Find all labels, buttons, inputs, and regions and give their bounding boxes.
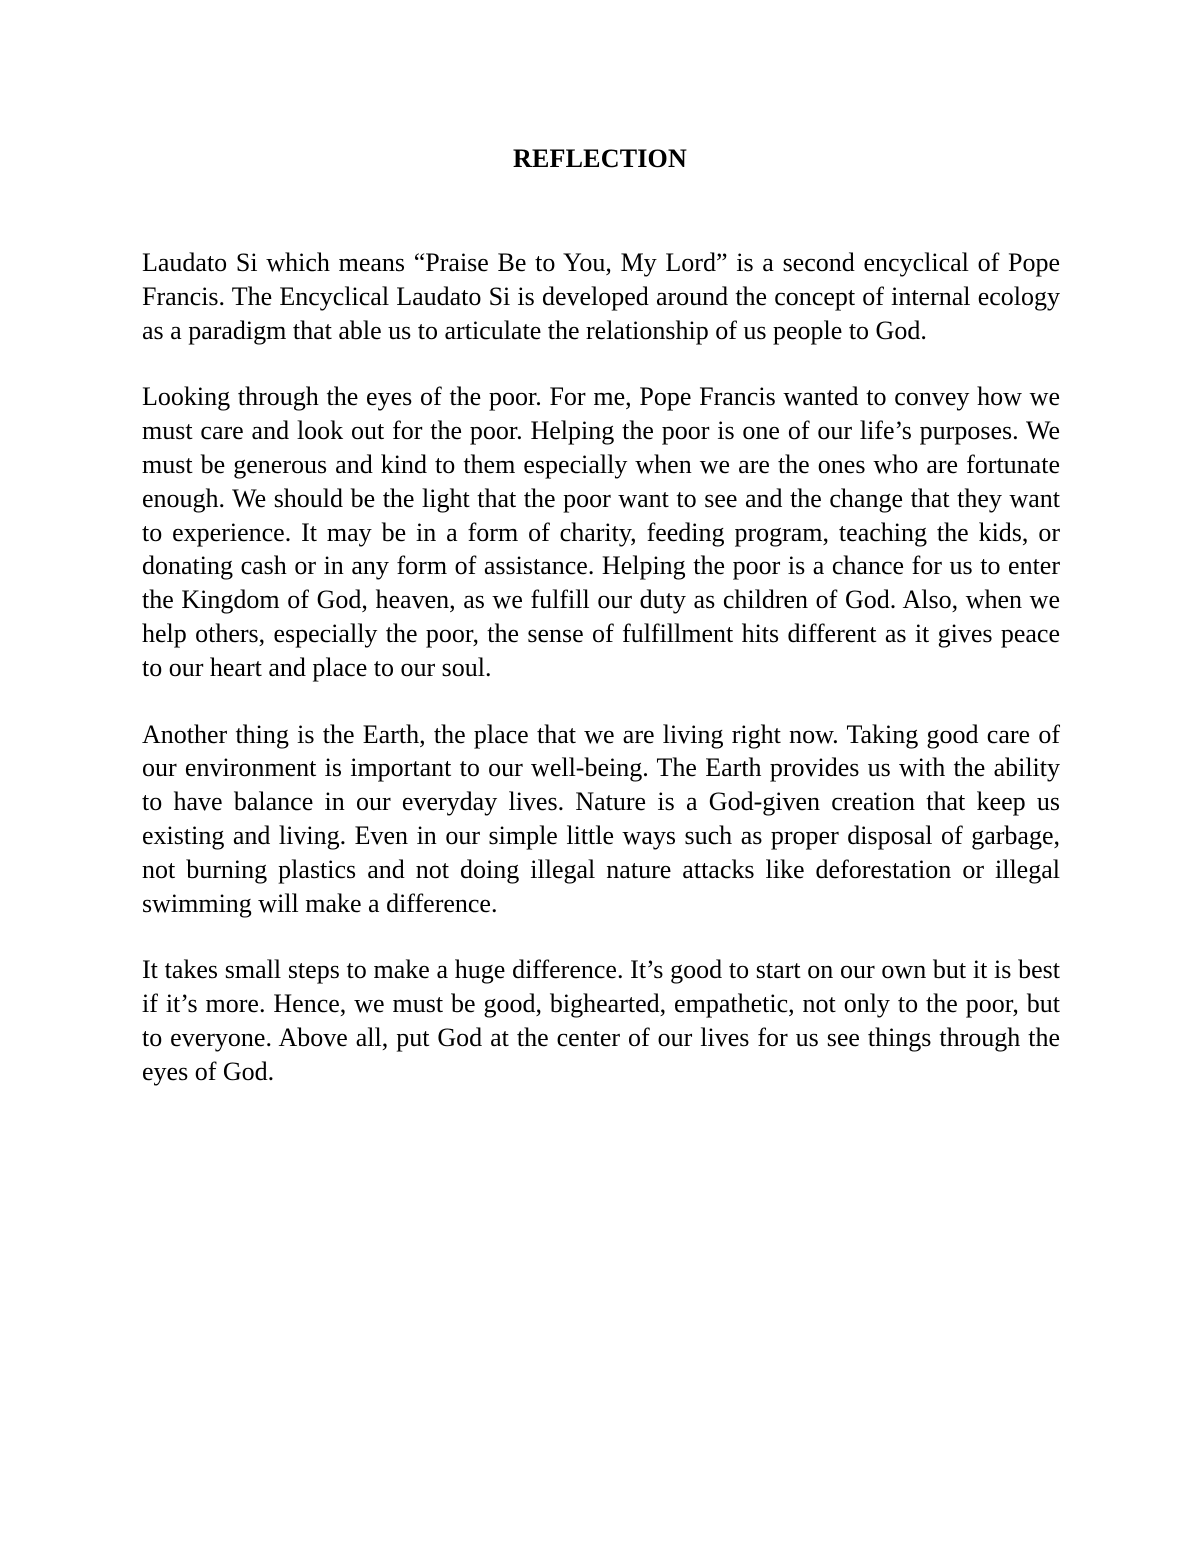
- document-body: [142, 246, 1060, 1122]
- paragraph-conclusion: It takes small steps to make a huge difference. It’s good to start on our own but it is best if it’s more. Hence, we must be good, bighearted, empathetic, not only to the poor, but to everyone. Above all, put God at the center of our lives for us see things through the eyes of God.: [142, 955, 1060, 1086]
- paragraph-earth: Another thing is the Earth, the place that we are living right now. Taking good care of our environment is important to our well-being. The Earth provides us with the ability to have balance in our everyday lives. Nature is a God-given creation that keep us existing and living. Even in our simple little ways such as proper disposal of garbage, not burning plastics and not doing illegal nature attacks like deforestation or illegal swimming will make a difference.: [142, 719, 1060, 918]
- page-title: REFLECTION: [513, 144, 687, 173]
- paragraph-poor: Looking through the eyes of the poor. For me, Pope Francis wanted to convey how we must care and look out for the poor. Helping the poor is one of our life’s purposes. We must be generous and kind to them especially when we are the ones who are fortunate enough. We should be the light that the poor want to see and the change that they want to experience. It may be in a form of charity, feeding program, teaching the kids, or donating cash or in any form of assistance. Helping the poor is a chance for us to enter the Kingdom of God, heaven, as we fulfill our duty as children of God. Also, when we help others, especially the poor, the sense of fulfillment hits different as it gives peace to our heart and place to our soul.: [142, 382, 1060, 682]
- paragraph-intro: Laudato Si which means “Praise Be to You, My Lord” is a second encyclical of Pope Francis. The Encyclical Laudato Si is developed around the concept of internal ecology as a paradigm that able us to articulate the relationship of us people to God.: [142, 248, 1060, 345]
